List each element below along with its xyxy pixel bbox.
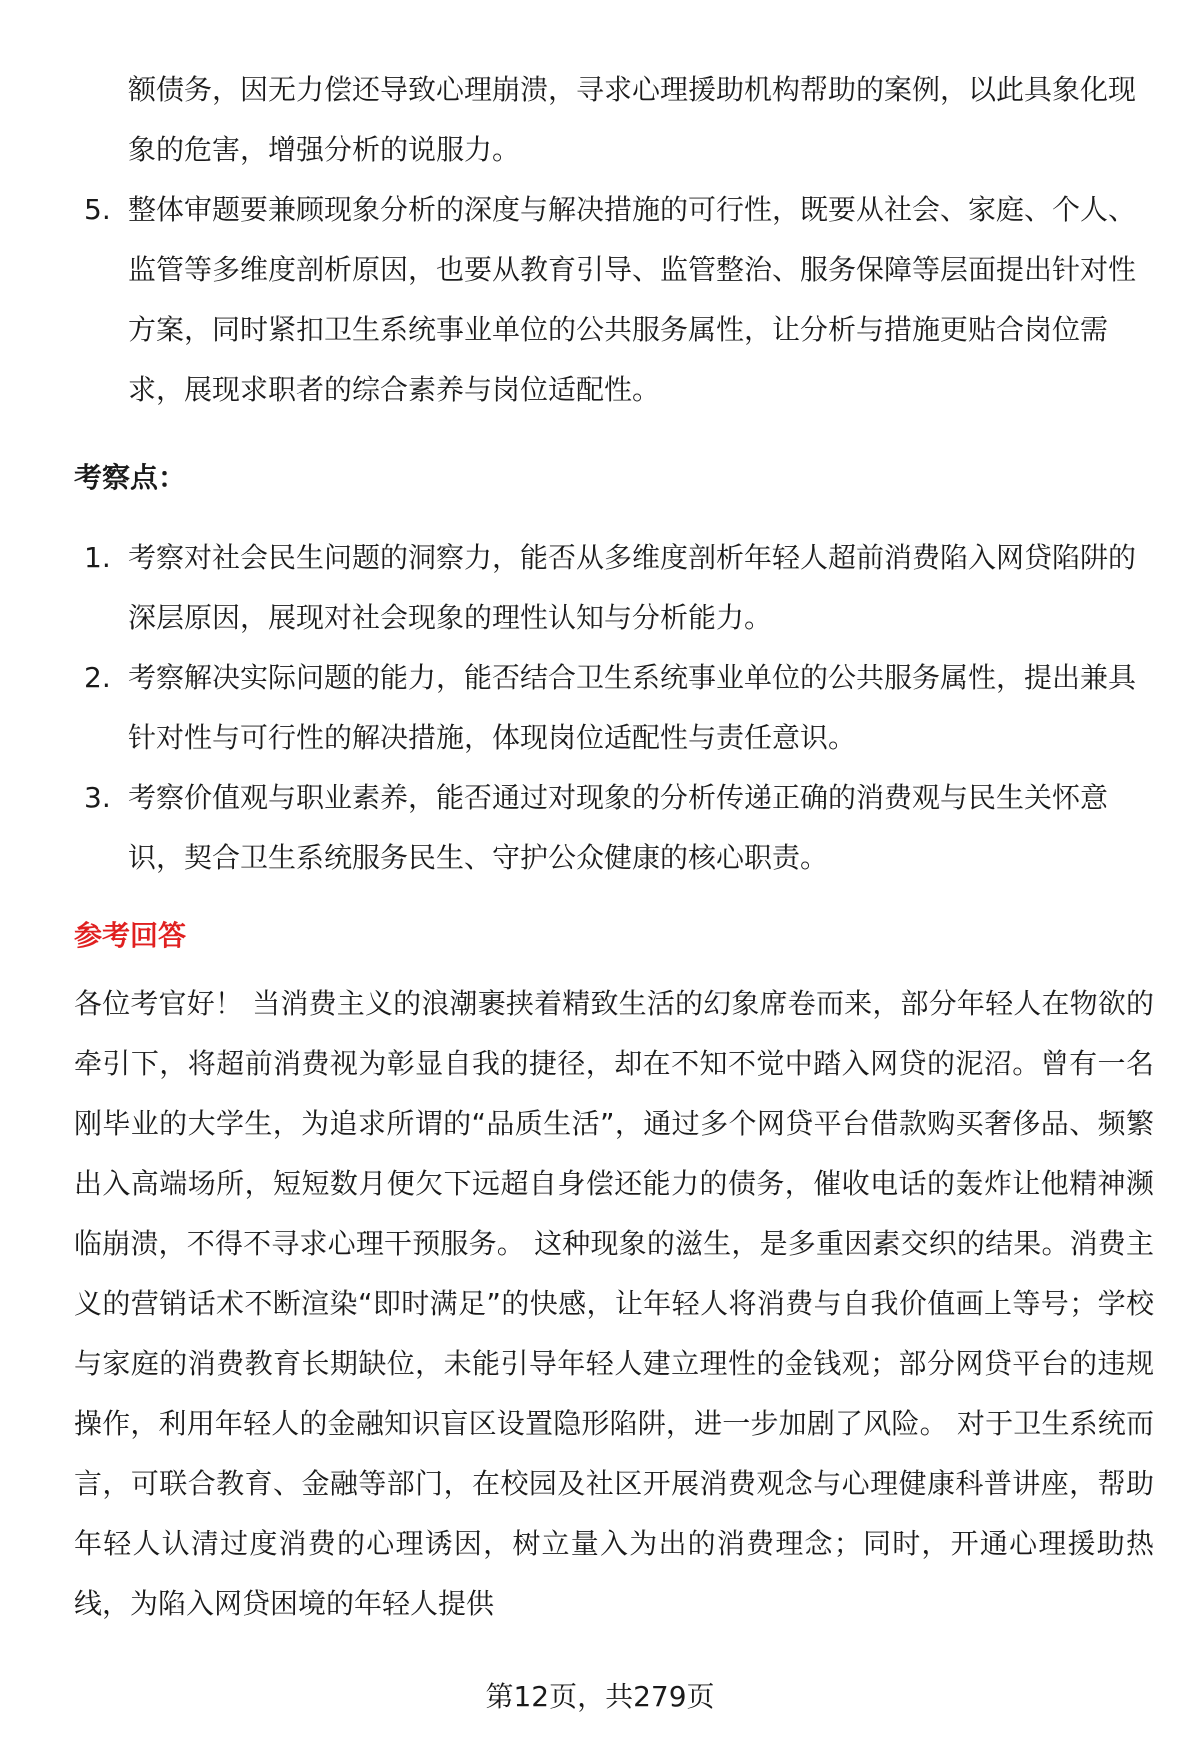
list-item-number: 2.	[84, 661, 111, 694]
list-item-text: 考察解决实际问题的能力，能否结合卫生系统事业单位的公共服务属性，提出兼具针对性与可行性的解决措施，体现岗位适配性与责任意识。	[128, 661, 1137, 754]
examination-points-title: 考察点：	[74, 461, 187, 494]
list-item-text: 考察价值观与职业素养，能否通过对现象的分析传递正确的消费观与民生关怀意识，契合卫生系统服务民生、守护公众健康的核心职责。	[128, 781, 1109, 874]
list-item-number: 5.	[84, 193, 111, 226]
reference-answer-text: 各位考官好！ 当消费主义的浪潮裹挟着精致生活的幻象席卷而来，部分年轻人在物欲的牵引下，将超前消费视为彰显自我的捷径，却在不知不觉中踏入网贷的泥沼。曾有一名刚毕业的大学生，为追求所谓的“品质生活”，通过多个网贷平台借款购买奢侈品、频繁出入高端场所，短短数月便欠下远超自身偿还能力的债务，催收电话的轰炸让他精神濒临崩溃，不得不寻求心理干预服务。 这种现象的滋生，是多重因素交织的结果。消费主义的营销话术不断渲染“即时满足”的快感，让年轻人将消费与自我价值画上等号；学校与家庭的消费教育长期缺位，未能引导年轻人建立理性的金钱观；部分网贷平台的违规操作，利用年轻人的金融知识盲区设置隐形陷阱，进一步加剧了风险。 对于卫生系统而言，可联合教育、金融等部门，在校园及社区开展消费观念与心理健康科普讲座，帮助年轻人认清过度消费的心理诱因，树立量入为出的消费理念；同时，开通心理援助热线，为陷入网贷困境的年轻人提供	[74, 987, 1154, 1620]
page-content	[74, 60, 1154, 1634]
list-item-number: 3.	[84, 781, 111, 814]
list-item-number: 1.	[84, 541, 111, 574]
previous-item-continuation: 额债务，因无力偿还导致心理崩溃，寻求心理援助机构帮助的案例，以此具象化现象的危害，增强分析的说服力。	[128, 73, 1137, 166]
list-item	[74, 768, 1154, 888]
examination-points-list	[74, 528, 1154, 888]
reference-answer-title: 参考回答	[74, 919, 187, 952]
list-item	[74, 180, 1154, 420]
previous-list	[74, 180, 1154, 420]
list-item	[74, 648, 1154, 768]
page-number-label: 第12页，共279页	[485, 1680, 715, 1713]
list-item	[74, 528, 1154, 648]
list-item-text: 考察对社会民生问题的洞察力，能否从多维度剖析年轻人超前消费陷入网贷陷阱的深层原因，展现对社会现象的理性认知与分析能力。	[128, 541, 1137, 634]
page-footer	[0, 1672, 1200, 1722]
list-item-text: 整体审题要兼顾现象分析的深度与解决措施的可行性，既要从社会、家庭、个人、监管等多维度剖析原因，也要从教育引导、监管整治、服务保障等层面提出针对性方案，同时紧扣卫生系统事业单位的公共服务属性，让分析与措施更贴合岗位需求，展现求职者的综合素养与岗位适配性。	[128, 193, 1137, 406]
